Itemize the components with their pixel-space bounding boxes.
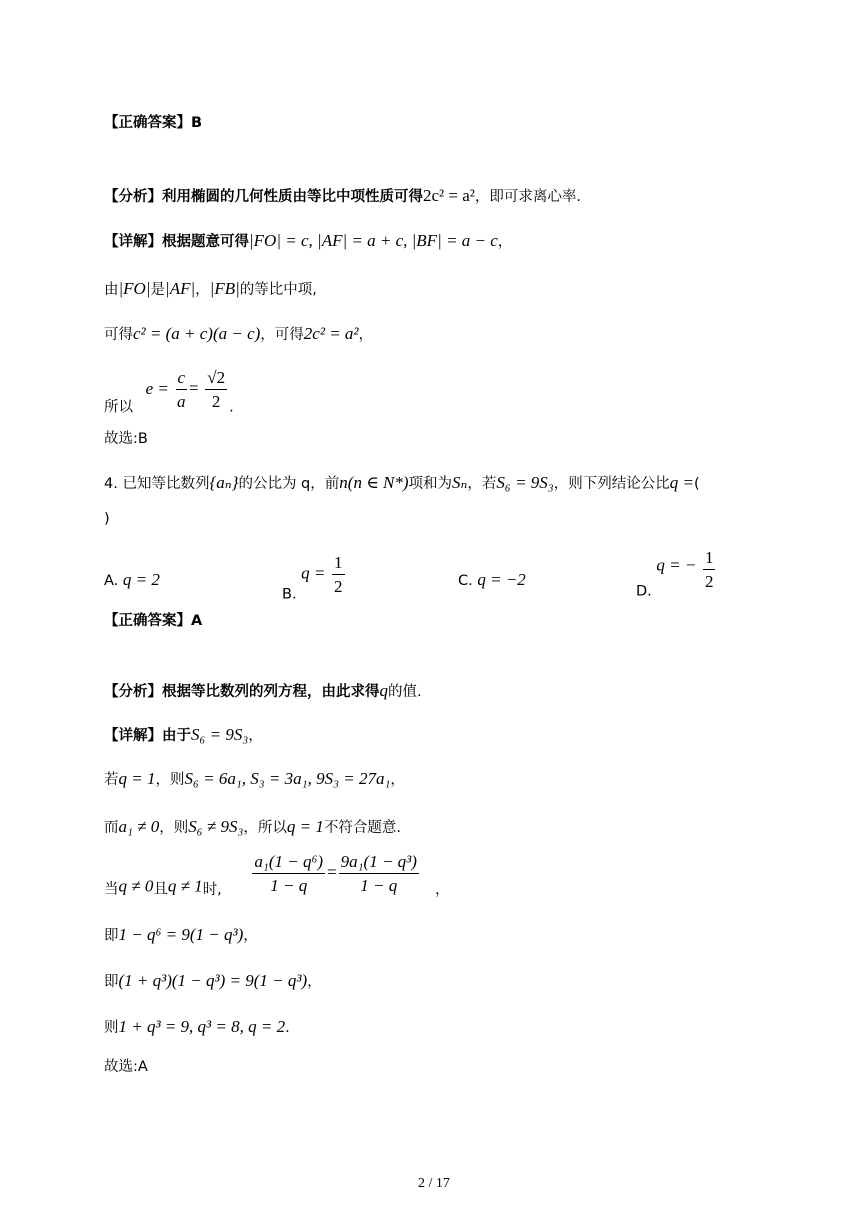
text: 即 (104, 928, 119, 944)
math-cond: S₆ = 9S₃ (496, 473, 554, 492)
math-q: q = (669, 473, 694, 492)
math-eq: (1 + q³)(1 − q³) = 9(1 − q³) (118, 971, 308, 990)
detail-q4-line1 (104, 726, 263, 744)
option-label: D. (636, 583, 652, 600)
detail-q3-end: ， (497, 234, 513, 250)
math-fo: |FO| (118, 279, 151, 298)
text: ，则 (155, 772, 185, 788)
text: ， (358, 327, 374, 343)
math-eq: c² = (a + c)(a − c) (133, 324, 261, 343)
numerator: √2 (205, 368, 227, 390)
numerator: c (176, 368, 188, 390)
math-fb: |FB| (209, 279, 240, 298)
equals: = (189, 378, 199, 398)
denominator: 2 (334, 576, 343, 596)
text: ，所以 (243, 820, 287, 836)
q4-stem (104, 474, 700, 492)
detail-q3-line2 (104, 280, 317, 298)
analysis-q4-prefix: 【分析】根据等比数列的列方程，由此求得 (104, 684, 380, 700)
denominator: 1 − q (270, 875, 308, 895)
fraction-c-over-a (176, 368, 188, 411)
math-e: e = (145, 378, 169, 398)
text: ，若 (467, 476, 497, 492)
math-eq: q = 1 (118, 769, 156, 788)
text: 若 (104, 772, 119, 788)
equals: = (327, 862, 337, 882)
math-eq: 1 − q⁶ = 9(1 − q³) (118, 925, 244, 944)
text: 是 (150, 282, 166, 298)
text: ，则下列结论公比 (553, 476, 670, 492)
detail-q4-line2 (104, 770, 405, 788)
math-eq: S₆ ≠ 9S₃ (188, 817, 244, 836)
option-c (458, 570, 526, 590)
text: 的值. (388, 684, 422, 700)
text: 则 (104, 1020, 119, 1036)
detail-q3-eq: |FO| = c, |AF| = a + c, |BF| = a − c (249, 231, 498, 250)
detail-q4-line5 (104, 926, 258, 944)
option-lhs: q = (301, 563, 326, 583)
analysis-q3-eq: 2c² = a² (423, 186, 475, 205)
text: ， (307, 974, 322, 990)
math-eq: q ≠ 0 (118, 876, 154, 896)
text: ， (248, 728, 263, 744)
option-b (282, 553, 347, 603)
math-sn: Sₙ (452, 473, 468, 492)
numerator: a₁(1 − q⁶) (252, 852, 325, 874)
analysis-q3 (104, 187, 581, 205)
option-label: A. (104, 573, 119, 589)
fraction-right (339, 852, 419, 895)
analysis-q3-prefix: 【分析】利用椭圆的几何性质由等比中项性质可得 (104, 189, 423, 205)
math-seq: {aₙ} (209, 473, 239, 492)
text: 且 (153, 881, 168, 898)
option-a (104, 570, 160, 590)
option-d (636, 548, 717, 600)
math-n: n(n ∈ N*) (339, 473, 409, 492)
text: ， (434, 881, 450, 898)
option-expr: q = −2 (477, 570, 526, 589)
text: 的等比中项, (239, 282, 317, 298)
numerator: 1 (703, 548, 716, 570)
detail-q4-prefix: 【详解】由于 (104, 728, 191, 744)
answer-label-q4: 【正确答案】A (104, 613, 203, 629)
detail-q3-line4 (104, 368, 234, 415)
text: ， (243, 928, 258, 944)
text: ， (195, 282, 210, 298)
detail-q4-line6 (104, 972, 322, 990)
fraction-sqrt2-over-2 (205, 368, 227, 411)
denominator: 1 − q (360, 875, 398, 895)
fraction-left (252, 852, 325, 895)
math-af: |AF| (165, 279, 196, 298)
option-fraction (332, 553, 345, 596)
math-q: q (379, 681, 388, 700)
text: 当 (104, 881, 119, 898)
detail-q3-line3 (104, 325, 373, 343)
math-eq: 2c² = a² (303, 324, 359, 343)
detail-q3-prefix: 【详解】根据题意可得 (104, 234, 249, 250)
page-number: 2 / 17 (418, 1176, 450, 1191)
text: 可得 (104, 327, 133, 343)
q4-stem-close: ) (104, 511, 110, 527)
analysis-q3-suffix: ，即可求离心率. (474, 189, 581, 205)
option-label: C. (458, 573, 473, 589)
choice-q3: 故选:B (104, 431, 148, 447)
text: . (229, 399, 234, 416)
text: 即 (104, 974, 119, 990)
text: ，可得 (260, 327, 304, 343)
detail-q4-line7 (104, 1018, 290, 1036)
math-eq: S₆ = 6a₁, S₃ = 3a₁, 9S₃ = 27a₁ (184, 769, 391, 788)
text: 4. 已知等比数列 (104, 476, 210, 492)
math-eq: 1 + q³ = 9, q³ = 8, q = 2 (118, 1017, 286, 1036)
text: 项和为 (408, 476, 453, 492)
text: 时, (202, 881, 222, 898)
numerator: 1 (332, 553, 345, 575)
detail-q4-line4 (104, 852, 449, 897)
math-eq: S₆ = 9S₃ (191, 725, 249, 744)
detail-q4-line3 (104, 818, 401, 836)
text: . (285, 1020, 290, 1036)
denominator: 2 (211, 391, 221, 411)
math-eq: a₁ ≠ 0 (118, 817, 160, 836)
text: 而 (104, 820, 119, 836)
text: 所以 (104, 399, 133, 416)
text: 的公比为 q，前 (238, 476, 340, 492)
denominator: 2 (704, 571, 714, 591)
text: 不符合题意. (323, 820, 401, 836)
option-expr: q = 2 (122, 570, 160, 589)
answer-label-q3: 【正确答案】B (104, 115, 203, 131)
math-eq: q ≠ 1 (167, 876, 203, 896)
option-fraction (703, 548, 716, 591)
option-lhs: q = − (656, 555, 697, 575)
text: ， (390, 772, 405, 788)
option-label: B. (282, 586, 297, 603)
text: ( (693, 476, 700, 492)
denominator: a (177, 391, 186, 411)
choice-q4: 故选:A (104, 1059, 148, 1075)
text: 由 (104, 282, 119, 298)
analysis-q4 (104, 682, 422, 700)
text: ，则 (159, 820, 189, 836)
detail-q3-line1 (104, 232, 512, 250)
numerator: 9a₁(1 − q³) (339, 852, 419, 874)
math-eq: q = 1 (286, 817, 324, 836)
